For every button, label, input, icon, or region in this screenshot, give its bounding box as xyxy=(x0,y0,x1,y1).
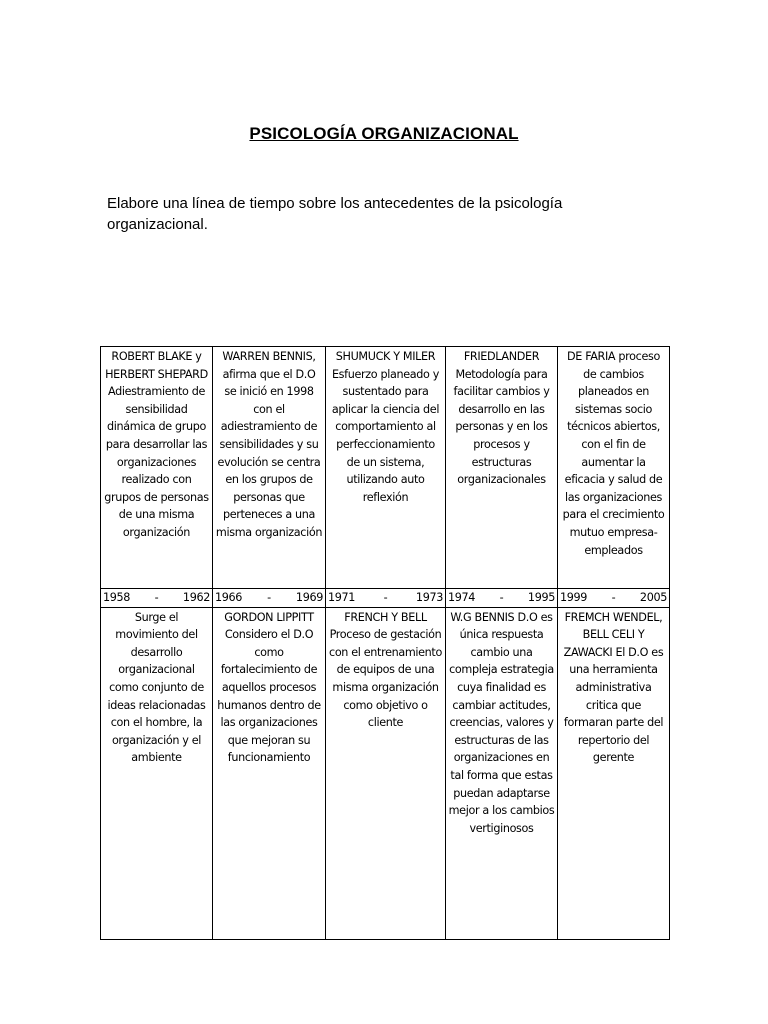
table-cell: SHUMUCK Y MILER Esfuerzo planeado y sustentado para aplicar la ciencia del comportamiento al perfeccionamiento de un sistema, utilizando auto reflexión xyxy=(326,347,446,589)
year-separator: - xyxy=(267,591,271,604)
year-separator: - xyxy=(154,591,159,604)
year-start: 1971 xyxy=(328,591,356,604)
year-range-cell xyxy=(446,589,558,608)
timeline-table xyxy=(100,346,670,940)
table-row xyxy=(101,607,670,939)
table-cell: GORDON LIPPITT Considero el D.O como fortalecimiento de aquellos procesos humanos dentro de las organizaciones que mejoran su funcionamiento xyxy=(213,607,326,939)
year-end: 2005 xyxy=(639,591,667,604)
year-range-cell xyxy=(101,589,213,608)
table-cell: WARREN BENNIS, afirma que el D.O se inició en 1998 con el adiestramiento de sensibilidades y su evolución se centra en los grupos de personas que perteneces a una misma organización xyxy=(213,347,326,589)
table-cell: DE FARIA proceso de cambios planeados en sistemas socio técnicos abiertos, con el fin de aumentar la eficacia y salud de las organizaciones para el crecimiento mutuo empresa-empleados xyxy=(558,347,670,589)
instructions-paragraph: Elabore una línea de tiempo sobre los antecedentes de la psicología organizacional. xyxy=(107,195,563,233)
year-start: 1958 xyxy=(103,591,131,604)
document-title: PSICOLOGÍA ORGANIZACIONAL xyxy=(249,124,519,143)
year-start: 1999 xyxy=(560,591,588,604)
table-cell: ROBERT BLAKE y HERBERT SHEPARD Adiestramiento de sensibilidad dinámica de grupo para desarrollar las organizaciones realizado con grupos de personas de una misma organización xyxy=(101,347,213,589)
table-row-years xyxy=(101,589,670,608)
year-separator: - xyxy=(383,591,388,604)
year-separator: - xyxy=(611,591,616,604)
table-cell: FRENCH Y BELL Proceso de gestación con el entrenamiento de equipos de una misma organización como objetivo o cliente xyxy=(326,607,446,939)
year-end: 1962 xyxy=(182,591,210,604)
year-range-cell xyxy=(213,589,326,608)
table-row xyxy=(101,347,670,589)
year-range-cell xyxy=(558,589,670,608)
table-cell: Surge el movimiento del desarrollo organizacional como conjunto de ideas relacionadas con el hombre, la organización y el ambiente xyxy=(101,607,213,939)
year-separator: - xyxy=(499,591,504,604)
table-cell: FREMCH WENDEL, BELL CELI Y ZAWACKI El D.O es una herramienta administrativa critica que formaran parte del repertorio del gerente xyxy=(558,607,670,939)
year-end: 1973 xyxy=(415,591,443,604)
year-start: 1966 xyxy=(215,591,243,604)
year-range-cell xyxy=(326,589,446,608)
table-cell: FRIEDLANDER Metodología para facilitar cambios y desarrollo en las personas y en los procesos y estructuras organizacionales xyxy=(446,347,558,589)
year-end: 1995 xyxy=(527,591,555,604)
table-cell: W.G BENNIS D.O es única respuesta cambio una compleja estrategia cuya finalidad es cambiar actitudes, creencias, valores y estructuras de las organizaciones en tal forma que estas puedan adaptarse mejor a los cambios vertiginosos xyxy=(446,607,558,939)
year-end: 1969 xyxy=(295,591,323,604)
year-start: 1974 xyxy=(448,591,476,604)
